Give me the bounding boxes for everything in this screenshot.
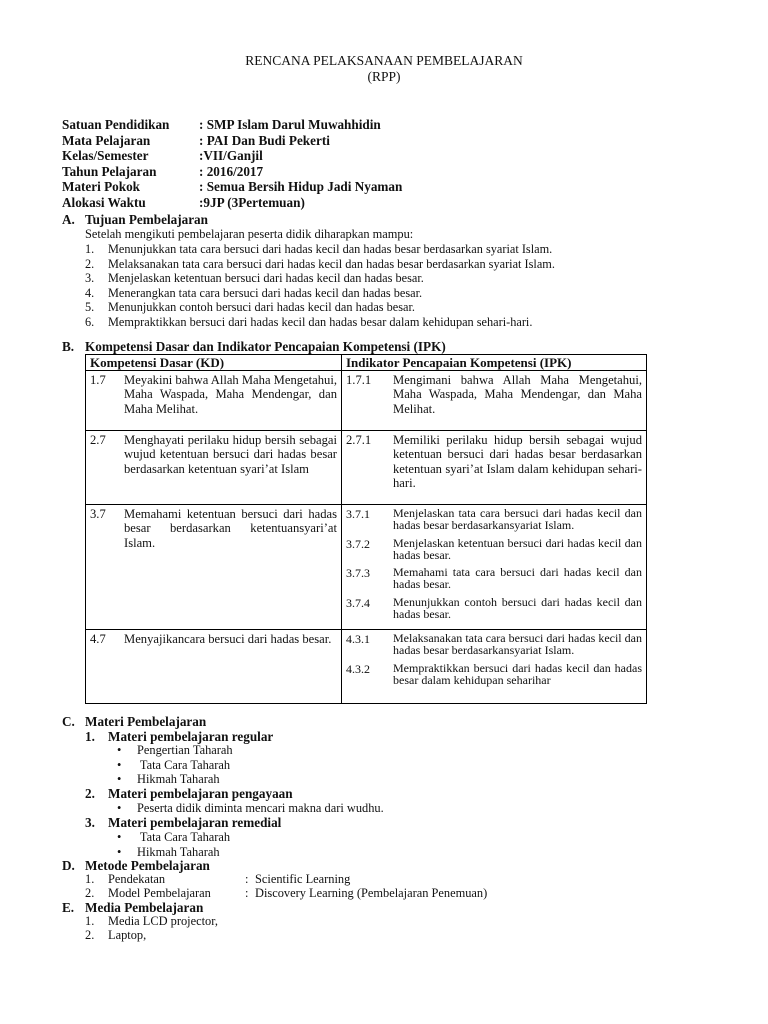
table-header-row bbox=[86, 355, 647, 371]
identity-label: Tahun Pelajaran bbox=[62, 163, 157, 179]
bullet-icon: • bbox=[117, 758, 122, 772]
column-header-kd: Kompetensi Dasar (KD) bbox=[86, 355, 342, 371]
section-title: Tujuan Pembelajaran bbox=[85, 212, 208, 227]
list-item: 3. Menjelaskan ketentuan bersuci dari hadas kecil dan hadas besar. bbox=[85, 271, 424, 285]
kd-cell: 3.7 Memahami ketentuan bersuci dari hadas besar berdasarkan ketentuansyari’at Islam. bbox=[86, 505, 342, 630]
list-item: 5. Menunjukkan contoh bersuci dari hadas kecil dan hadas besar. bbox=[85, 300, 415, 314]
ipk-cell: 4.3.1 Melaksanakan tata cara bersuci dari hadas kecil dan hadas besar berdasarkansyariat Islam. 4.3.2 Mempraktikkan bersuci dari hadas kecil dan hadas besar dalam kehidupan seharihar bbox=[342, 630, 647, 704]
identity-value: : Semua Bersih Hidup Jadi Nyaman bbox=[199, 179, 403, 195]
section-letter: C. bbox=[62, 714, 75, 729]
section-a-intro: Setelah mengikuti pembelajaran peserta didik diharapkan mampu: bbox=[85, 227, 414, 241]
identity-row bbox=[62, 133, 662, 149]
identity-value: :VII/Ganjil bbox=[199, 148, 263, 164]
bullet-icon: • bbox=[117, 845, 122, 859]
kd-cell: 1.7 Meyakini bahwa Allah Maha Mengetahui, Maha Waspada, Maha Mendengar, dan Maha Melihat. bbox=[86, 371, 342, 431]
document-subtitle: (RPP) bbox=[367, 69, 401, 84]
list-item: 2. Melaksanakan tata cara bersuci dari hadas kecil dan hadas besar berdasarkan syariat Islam. bbox=[85, 256, 555, 271]
bullet-icon: • bbox=[117, 830, 122, 844]
list-item: 4. Menerangkan tata cara bersuci dari hadas kecil dan hadas besar. bbox=[85, 285, 423, 300]
list-item: • Hikmah Taharah bbox=[117, 772, 220, 786]
section-title: Metode Pembelajaran bbox=[85, 858, 210, 873]
identity-value: : PAI Dan Budi Pekerti bbox=[199, 132, 330, 148]
list-item: 6. Mempraktikkan bersuci dari hadas kecil dan hadas besar dalam kehidupan sehari-hari. bbox=[85, 314, 533, 329]
list-item: 1. Media LCD projector, bbox=[85, 914, 218, 928]
material-group-heading: 1. Materi pembelajaran regular bbox=[85, 729, 274, 744]
identity-row bbox=[62, 117, 662, 133]
list-item: 1. Pendekatan : Scientific Learning bbox=[85, 872, 351, 886]
identity-label: Mata Pelajaran bbox=[62, 132, 151, 148]
section-title: Kompetensi Dasar dan Indikator Pencapaian Kompetensi (IPK) bbox=[85, 339, 446, 354]
table-row bbox=[86, 431, 647, 505]
identity-row bbox=[62, 179, 662, 195]
identity-row bbox=[62, 195, 662, 211]
table-row bbox=[86, 371, 647, 431]
document-title: RENCANA PELAKSANAAN PEMBELAJARAN bbox=[245, 53, 523, 68]
list-item: • Tata Cara Taharah bbox=[117, 758, 231, 772]
ipk-cell: 3.7.1 Menjelaskan tata cara bersuci dari hadas kecil dan hadas besar berdasarkansyariat Islam. 3.7.2 Menjelaskan ketentuan bersuci dari hadas kecil dan hadas besar. 3.7.3 Memahami tata cara bersuci dari hadas kecil dan hadas besar. 3.7.4 Menunjukkan contoh bersuci dari hadas kecil dan hadas besar. bbox=[342, 505, 647, 630]
section-c-heading bbox=[62, 714, 206, 730]
identity-value: :9JP (3Pertemuan) bbox=[199, 194, 305, 210]
section-letter: A. bbox=[62, 212, 75, 227]
identity-value: : 2016/2017 bbox=[199, 163, 264, 179]
bullet-icon: • bbox=[117, 801, 122, 815]
list-item: • Tata Cara Taharah bbox=[117, 830, 231, 844]
identity-label: Alokasi Waktu bbox=[62, 194, 146, 210]
ipk-cell: 2.7.1 Memiliki perilaku hidup bersih sebagai wujud ketentuan bersuci dari hadas besar berdasarkan ketentuan syari’at Islam dalam kehidupan sehari-hari. bbox=[342, 431, 647, 505]
ipk-cell: 1.7.1 Mengimani bahwa Allah Maha Mengetahui, Maha Waspada, Maha Mendengar, dan Maha Melihat. bbox=[342, 371, 647, 431]
section-letter: B. bbox=[62, 339, 75, 354]
list-item: • Pengertian Taharah bbox=[117, 743, 233, 757]
kd-cell: 2.7 Menghayati perilaku hidup bersih sebagai wujud ketentuan bersuci dari hadas besar berdasarkan ketentuan syari’at Islam bbox=[86, 431, 342, 505]
identity-row bbox=[62, 148, 662, 164]
section-letter: D. bbox=[62, 858, 75, 873]
section-title: Materi Pembelajaran bbox=[85, 714, 207, 729]
table-row bbox=[86, 505, 647, 630]
identity-label: Materi Pokok bbox=[62, 179, 141, 195]
identity-value: : SMP Islam Darul Muwahhidin bbox=[199, 117, 381, 132]
section-title: Media Pembelajaran bbox=[85, 900, 204, 915]
column-header-ipk: Indikator Pencapaian Kompetensi (IPK) bbox=[342, 355, 647, 371]
list-item: 1. Menunjukkan tata cara bersuci dari hadas kecil dan hadas besar berdasarkan syariat Islam. bbox=[85, 242, 553, 256]
identity-label: Kelas/Semester bbox=[62, 148, 149, 164]
kd-cell: 4.7 Menyajikancara bersuci dari hadas besar. bbox=[86, 630, 342, 704]
identity-block bbox=[62, 117, 662, 211]
list-item: 2. Model Pembelajaran : Discovery Learning (Pembelajaran Penemuan) bbox=[85, 886, 488, 900]
competency-table bbox=[85, 354, 647, 704]
section-b-heading bbox=[62, 339, 446, 355]
list-item: • Hikmah Taharah bbox=[117, 845, 220, 859]
material-group-heading: 3. Materi pembelajaran remedial bbox=[85, 815, 282, 830]
section-a-heading bbox=[62, 212, 208, 228]
identity-row bbox=[62, 164, 662, 180]
bullet-icon: • bbox=[117, 743, 122, 757]
section-letter: E. bbox=[62, 900, 75, 915]
list-item: • Peserta didik diminta mencari makna dari wudhu. bbox=[117, 801, 384, 815]
table-row bbox=[86, 630, 647, 704]
bullet-icon: • bbox=[117, 772, 122, 786]
identity-label: Satuan Pendidikan bbox=[62, 117, 170, 132]
list-item: 2. Laptop, bbox=[85, 928, 147, 942]
objectives-list bbox=[85, 242, 725, 329]
material-group-heading: 2. Materi pembelajaran pengayaan bbox=[85, 786, 293, 801]
